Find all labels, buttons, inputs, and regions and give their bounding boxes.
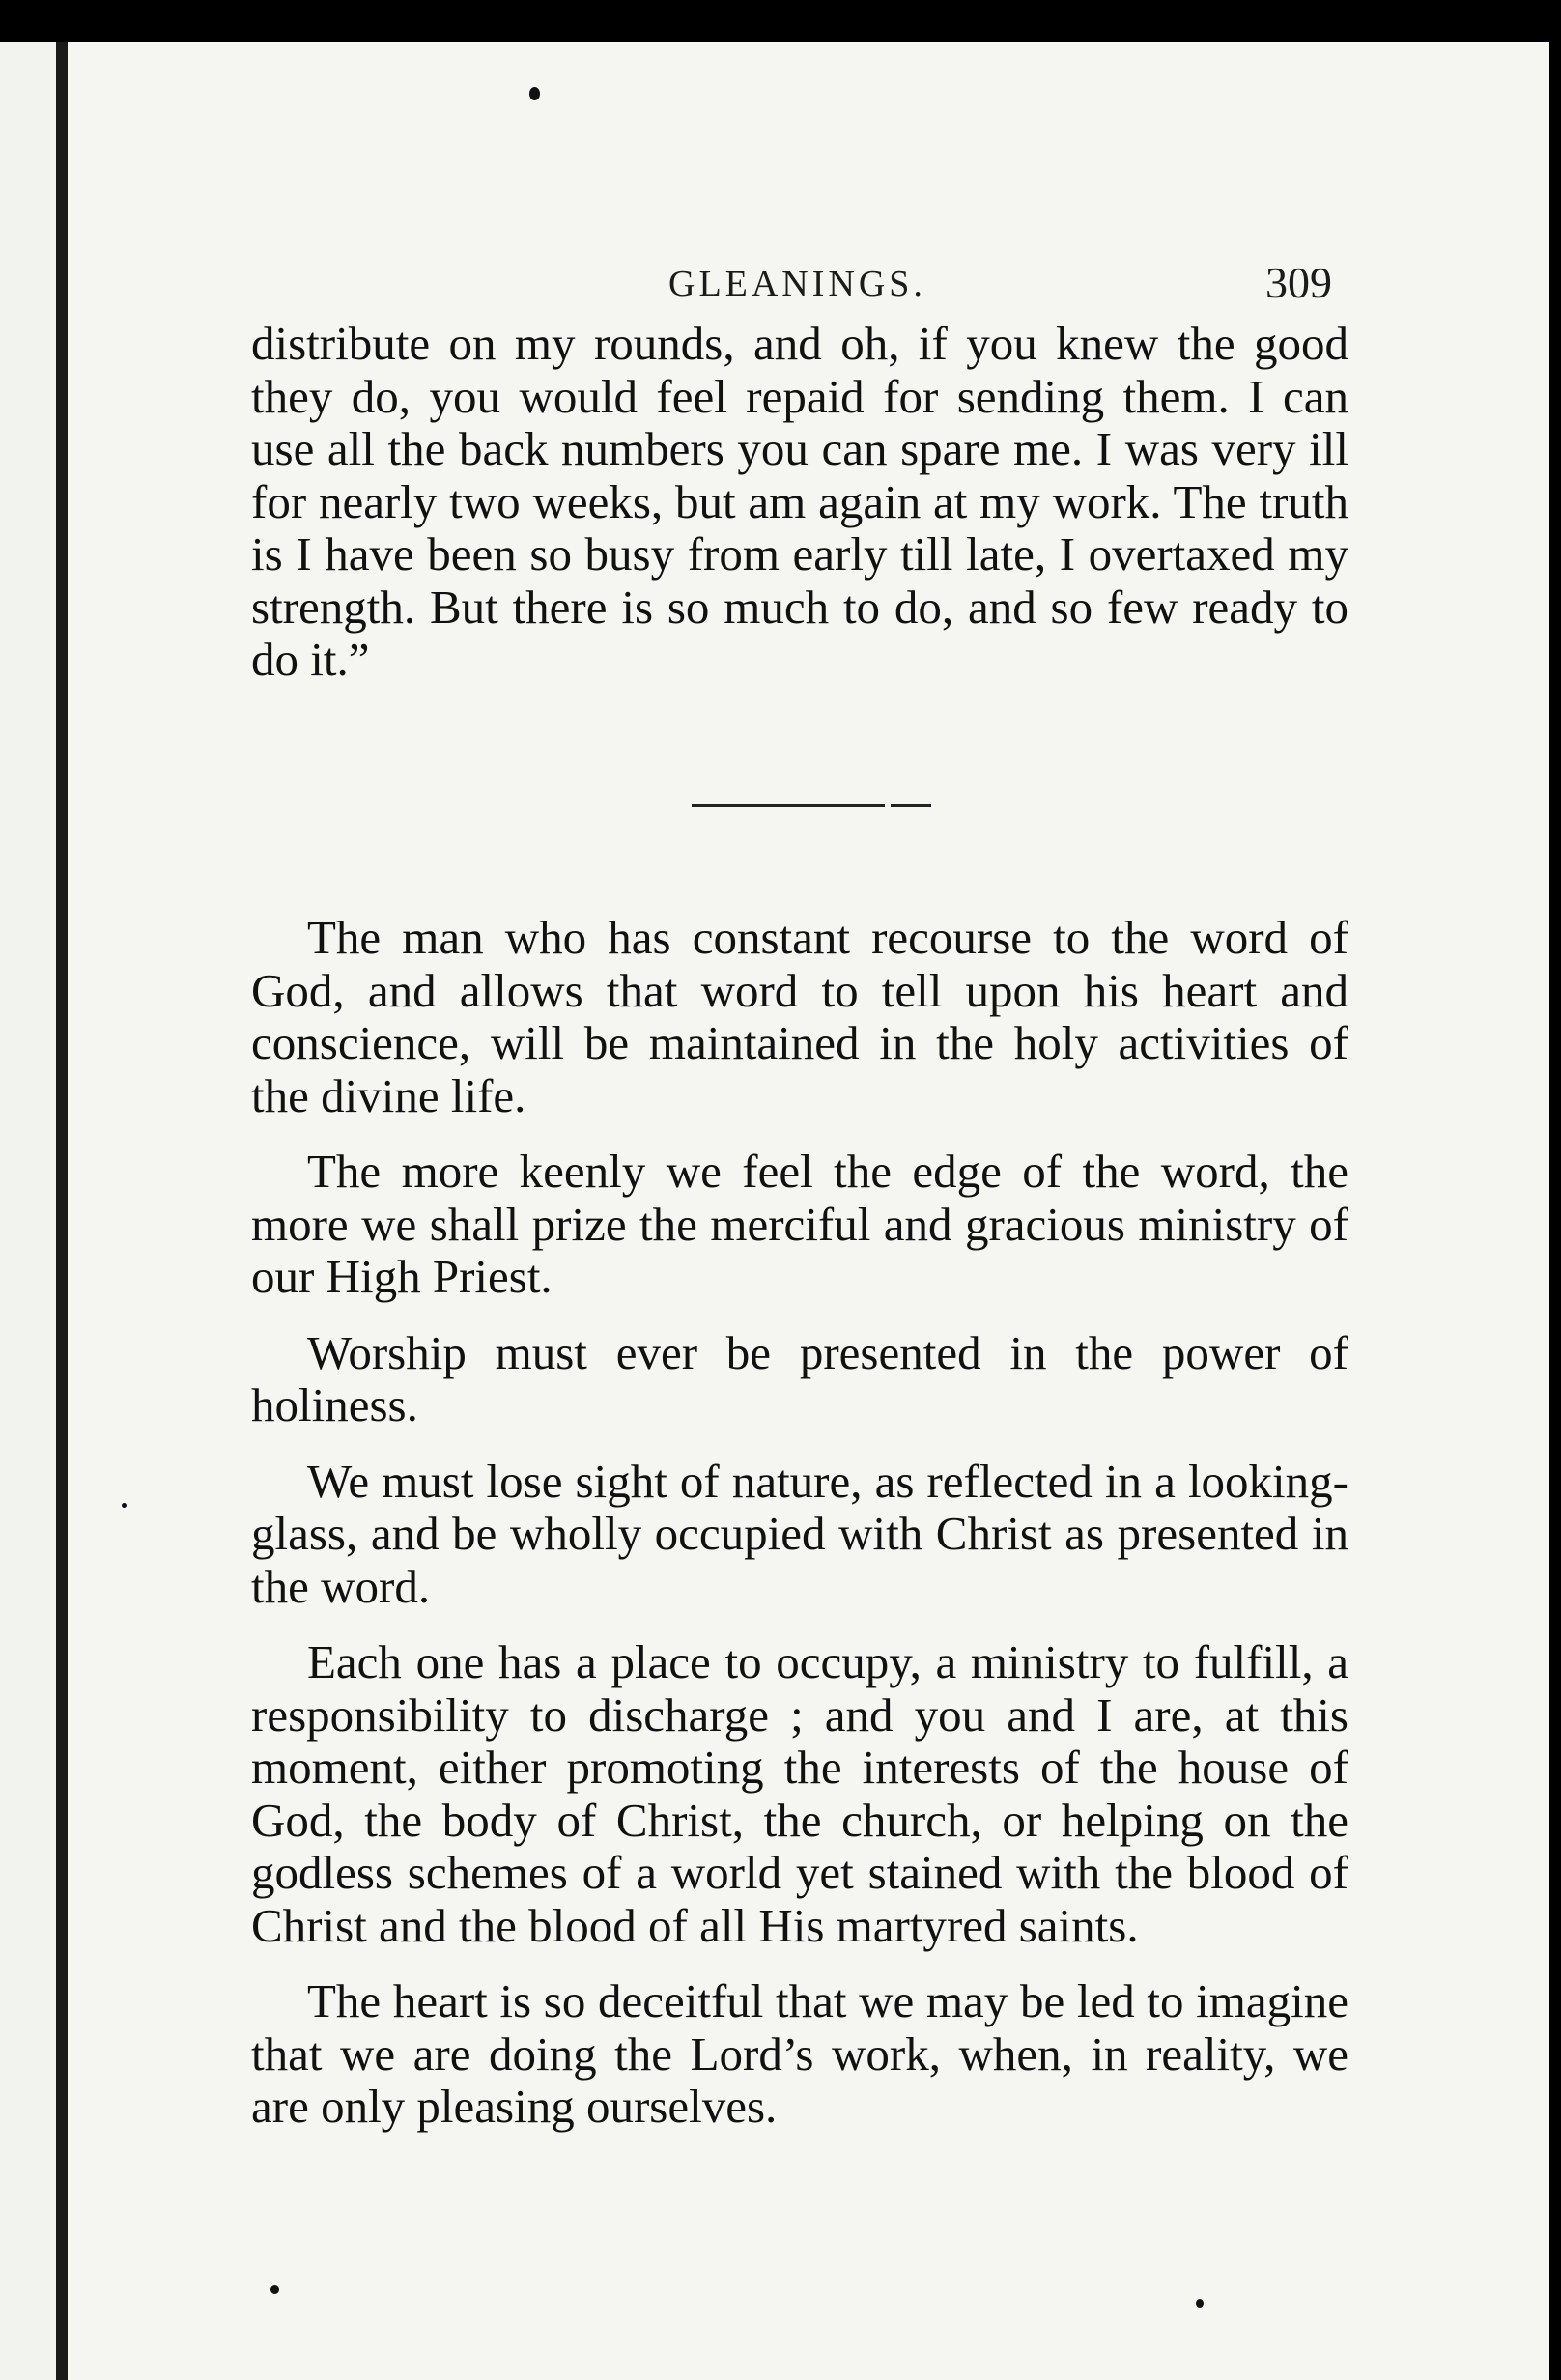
running-title: GLEANINGS.	[668, 264, 926, 304]
ink-speck	[270, 2285, 279, 2294]
ink-speck	[122, 1503, 127, 1508]
letter-ending	[251, 318, 1348, 710]
page-number: 309	[1265, 258, 1332, 307]
section-divider	[692, 804, 885, 807]
gleaning-paragraph: We must lose sight of nature, as reflected in a looking-glass, and be wholly occupied with Christ as presented in the word.	[251, 1454, 1348, 1613]
gleaning-paragraph: Worship must ever be presented in the power of holiness.	[251, 1325, 1348, 1431]
page-header	[68, 257, 1549, 315]
letter-paragraph: distribute on my rounds, and oh, if you knew the good they do, you would feel repaid for sending them. I can use all the back numbers you can spare me. I was very ill for nearly two weeks, but am again at my work. The truth is I have been so busy from early till late, I overtaxed my strength. But there is so much to do, and so few ready to do it.”	[251, 317, 1348, 686]
gleaning-paragraph: The more keenly we feel the edge of the word, the more we shall prize the merciful and gracious ministry of our High Priest.	[251, 1145, 1348, 1303]
gleaning-paragraph: The man who has constant recourse to the word of God, and allows that word to tell upon his heart and conscience, will be maintained in the holy activities of the divine life.	[251, 911, 1348, 1122]
facing-page-edge	[0, 42, 56, 2380]
book-page	[56, 42, 1549, 2380]
gleaning-paragraph: The heart is so deceitful that we may be led to imagine that we are doing the Lord’s work, when, in reality, we are only pleasing ourselves.	[251, 1974, 1348, 2133]
gleanings-section	[251, 912, 1348, 2157]
gleaning-paragraph: Each one has a place to occupy, a ministry to fulfill, a responsibility to discharge ; and you and I are, at this moment, either promoting the interests of the house of God, the body of Christ, the church, or helping on the godless schemes of a world yet stained with the blood of Christ and the blood of all His martyred saints.	[251, 1635, 1348, 1952]
ink-speck	[1196, 2299, 1204, 2308]
ink-speck	[529, 87, 540, 100]
